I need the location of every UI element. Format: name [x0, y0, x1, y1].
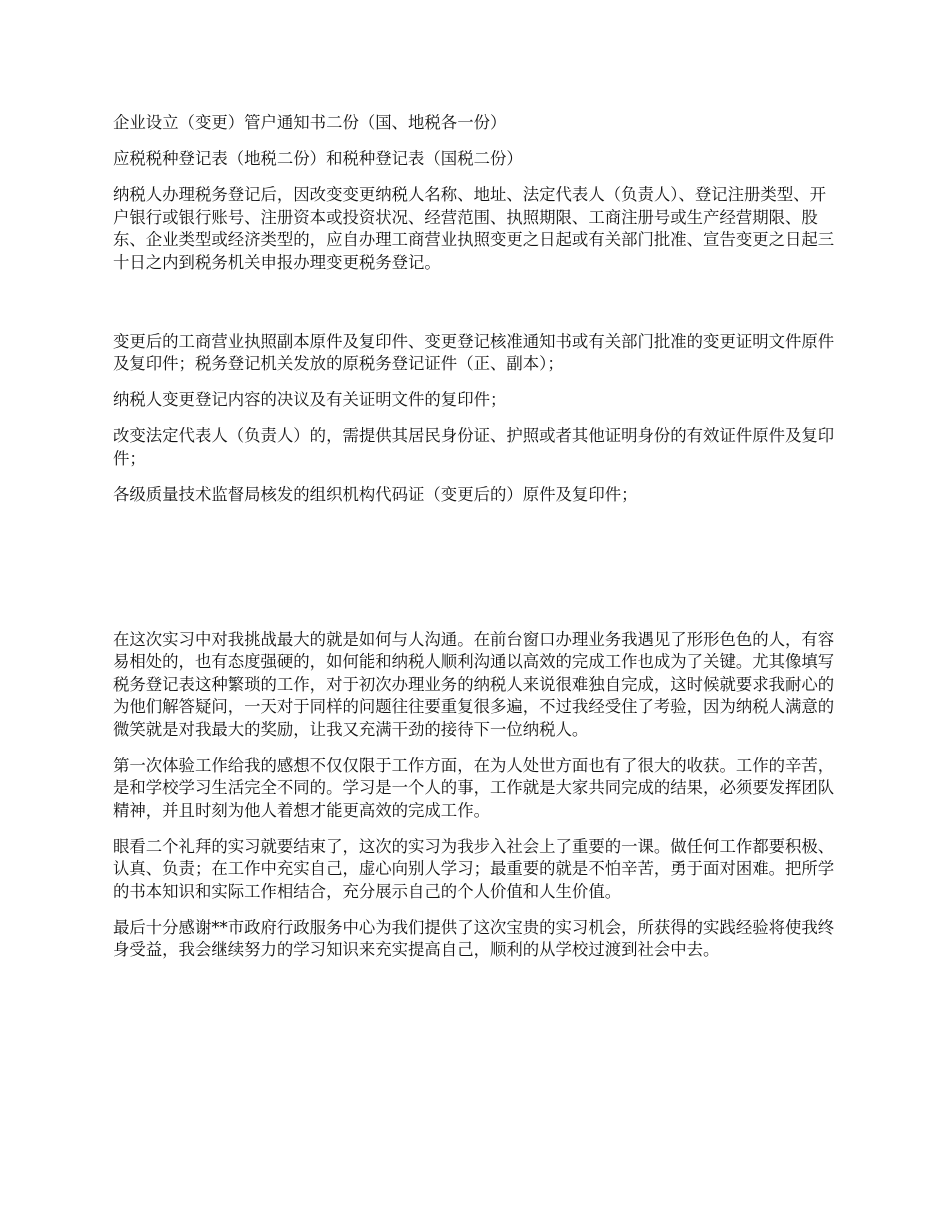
- paragraph-communication-challenge: 在这次实习中对我挑战最大的就是如何与人沟通。在前台窗口办理业务我遇见了形形色色的人，有容易相处的，也有态度强硬的，如何能和纳税人顺利沟通以高效的完成工作也成为了关键。尤其像填写税务登记表这种繁琐的工作，对于初次办理业务的纳税人来说很难独自完成，这时候就要求我耐心的为他们解答疑问，一天对于同样的问题往往要重复很多遍，不过我经受住了考验，因为纳税人满意的微笑就是对我最大的奖励，让我又充满干劲的接待下一位纳税人。: [113, 629, 835, 739]
- paragraph-tax-registration-forms: 应税税种登记表（地税二份）和税种登记表（国税二份）: [113, 149, 523, 168]
- paragraph-internship-lessons: 眼看二个礼拜的实习就要结束了，这次的实习为我步入社会上了重要的一课。做任何工作都要积极、认真、负责；在工作中充实自己，虚心向别人学习；最重要的就是不怕辛苦，勇于面对困难。把所学的书本知识和实际工作相结合，充分展示自己的个人价值和人生价值。: [113, 836, 835, 901]
- section-spacer: [113, 288, 839, 331]
- paragraph-organization-code: 各级质量技术监督局核发的组织机构代码证（变更后的）原件及复印件；: [113, 484, 638, 504]
- paragraph-notice-copies: 企业设立（变更）管户通知书二份（国、地税各一份）: [113, 113, 507, 132]
- section-spacer: [113, 520, 839, 629]
- paragraph-legal-representative-id: 改变法定代表人（负责人）的，需提供其居民身份证、护照或者其他证明身份的有效证件原件及复印件；: [113, 426, 835, 468]
- paragraph-acknowledgement: 最后十分感谢**市政府行政服务中心为我们提供了这次宝贵的实习机会，所获得的实践经验将使我终身受益，我会继续努力的学习知识来充实提高自己，顺利的从学校过渡到社会中去。: [113, 917, 835, 959]
- paragraph-business-license-copies: 变更后的工商营业执照副本原件及复印件、变更登记核准通知书或有关部门批准的变更证明文件原件及复印件；税务登记机关发放的原税务登记证件（正、副本）；: [113, 331, 835, 373]
- paragraph-change-registration-rule: 纳税人办理税务登记后，因改变变更纳税人名称、地址、法定代表人（负责人）、登记注册类型、开户银行或银行账号、注册资本或投资状况、经营范围、执照期限、工商注册号或生产经营期限、股东、企业类型或经济类型的，应自办理工商营业执照变更之日起或有关部门批准、宣告变更之日起三十日之内到税务机关申报办理变更税务登记。: [113, 185, 835, 272]
- paragraph-resolution-copies: 纳税人变更登记内容的决议及有关证明文件的复印件；: [113, 390, 507, 409]
- paragraph-work-experience: 第一次体验工作给我的感想不仅仅限于工作方面，在为人处世方面也有了很大的收获。工作的辛苦，是和学校学习生活完全不同的。学习是一个人的事，工作就是大家共同完成的结果，必须要发挥团队精神，并且时刻为他人着想才能更高效的完成工作。: [113, 755, 835, 820]
- document-body: [113, 112, 839, 975]
